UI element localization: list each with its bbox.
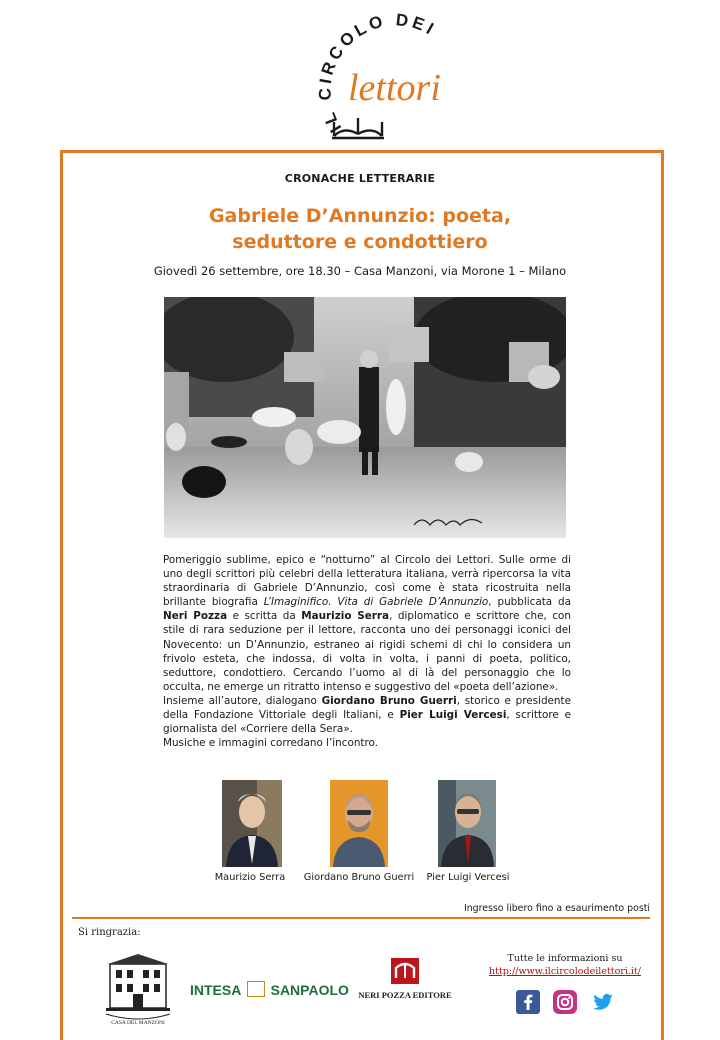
- italic-run: L’Imaginifico. Vita di Gabriele D’Annunzio: [263, 596, 489, 609]
- twitter-icon[interactable]: [591, 990, 615, 1014]
- text-run: , scrittore e giornalista del «Corriere della Sera».: [163, 709, 571, 736]
- section-label: CRONACHE LETTERARIE: [284, 172, 436, 185]
- event-title: [0, 203, 720, 255]
- bold-run: Maurizio Serra: [301, 610, 390, 623]
- event-title-line1: Gabriele D’Annunzio: poeta,: [208, 205, 512, 227]
- portrait-pier-luigi-vercesi: [438, 780, 496, 867]
- event-title-line2: seduttore e condottiero: [232, 231, 488, 253]
- text-run: Pomeriggio sublime, epico e “notturno” al Circolo dei Lettori. Sulle orme di uno degli scrittori più celebri della letteratura italiana, verrà ripercorsa la vita straordinaria di Gabriele D’Annunzio, così come è stata ricostruita nella brillante biografia: [163, 554, 571, 609]
- sanpaolo-text: SANPAOLO: [270, 982, 349, 998]
- portrait-giordano-bruno-guerri: [330, 780, 388, 867]
- circolo-lettori-logo: [300, 6, 480, 146]
- event-photo: [164, 297, 566, 538]
- thanks-label: Si ringrazia:: [78, 927, 141, 938]
- speaker-name: Giordano Bruno Guerri: [303, 872, 415, 883]
- neri-pozza-logo: [355, 958, 455, 1000]
- intesa-text: INTESA: [190, 982, 241, 998]
- footer-divider: [72, 917, 650, 919]
- description-paragraph-3: Musiche e immagini corredano l’incontro.: [163, 737, 379, 750]
- website-link[interactable]: http://www.ilcircolodeilettori.it/: [489, 966, 641, 977]
- portrait-maurizio-serra: [222, 780, 282, 867]
- text-run: , storico e presidente della Fondazione Vittoriale degli Italiani, e: [163, 694, 571, 722]
- event-description: [163, 553, 571, 750]
- intesa-mark-icon: [247, 981, 265, 997]
- event-date-location: Giovedì 26 settembre, ore 18.30 – Casa Manzoni, via Morone 1 – Milano: [153, 264, 567, 278]
- neri-pozza-caption: NERI POZZA EDITORE: [358, 990, 452, 1000]
- text-run: , diplomatico e scrittore che, con stile di rara seduzione per il lettore, racconta uno dei personaggi iconici del Novecento: un D’Annunzio, estraneo ai rigidi schemi di chi lo considera un frivolo esteta, che indossa, di volta in volta, i panni di poeta, politico, seduttore, condottiero. Cercando l’uomo al di là del personaggio che lo occulta, ne emerge un ritratto intenso e suggestivo del «poeta dell’azione».: [163, 610, 571, 693]
- description-paragraph-2: [163, 694, 571, 736]
- text-run: Insieme all’autore, dialogano: [163, 694, 322, 707]
- intesa-sanpaolo-logo: [190, 982, 349, 1004]
- speaker-name: Pier Luigi Vercesi: [426, 872, 510, 883]
- casa-manzoni-caption: CASA DEL MANZONI: [111, 1020, 165, 1026]
- description-paragraph-1: [163, 553, 571, 694]
- text-run: , pubblicata da: [488, 596, 572, 609]
- casa-manzoni-logo: [104, 950, 172, 1028]
- speaker-name: Maurizio Serra: [214, 872, 286, 883]
- bold-run: Giordano Bruno Guerri: [321, 694, 457, 707]
- logo-word: lettori: [348, 67, 441, 109]
- neri-pozza-mark-icon: [391, 958, 419, 984]
- admission-note: Ingresso libero fino a esaurimento posti: [463, 903, 650, 914]
- info-label: Tutte le informazioni su: [507, 953, 623, 964]
- facebook-icon[interactable]: [516, 990, 540, 1014]
- logo-arc-text: IL CIRCOLO DEI: [315, 10, 440, 136]
- info-block: [470, 952, 660, 978]
- text-run: e scritta da: [227, 610, 302, 623]
- bold-run: Pier Luigi Vercesi: [399, 709, 507, 722]
- instagram-icon[interactable]: [553, 990, 577, 1014]
- bold-run: Neri Pozza: [163, 610, 228, 623]
